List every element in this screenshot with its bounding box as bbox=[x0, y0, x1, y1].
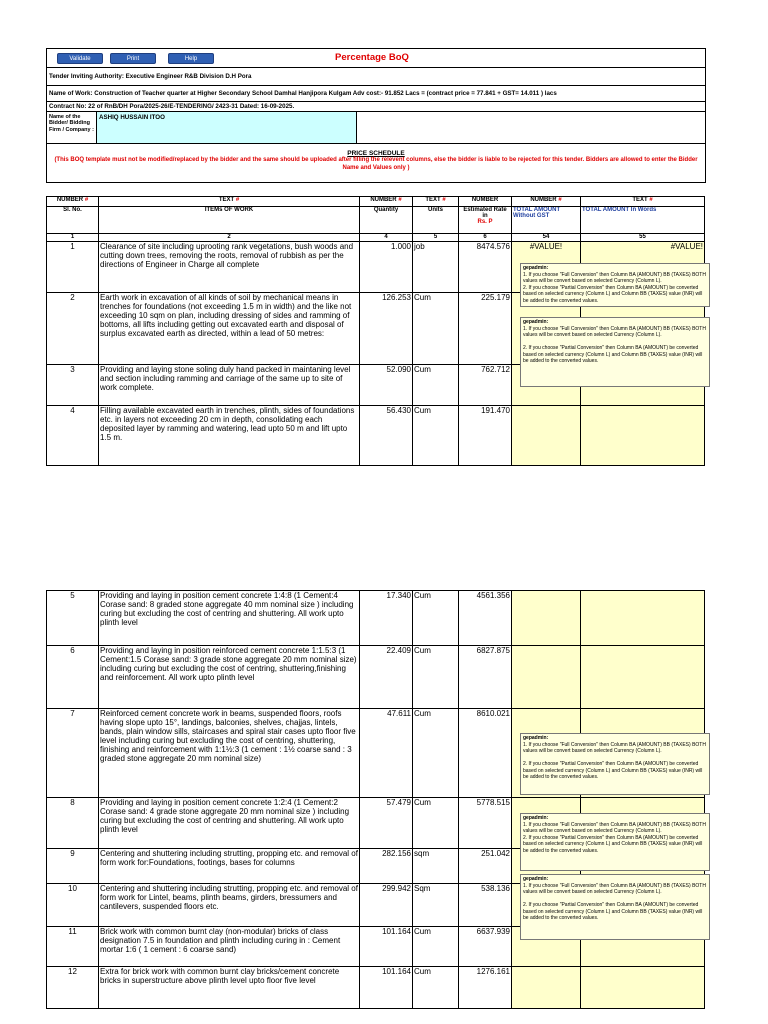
rate-cell: 4561.356 bbox=[459, 591, 512, 646]
rate-unit: Rs. P bbox=[477, 219, 493, 225]
print-button[interactable]: Print bbox=[110, 53, 156, 64]
column-header-row bbox=[47, 207, 705, 234]
rate-cell: 225.179 bbox=[459, 293, 512, 365]
sl-cell: 7 bbox=[47, 709, 99, 798]
desc-cell: Centering and shuttering including strutting, propping etc. and removal of form work for:Foundations, footings, bases for columns bbox=[99, 849, 360, 884]
amount-cell[interactable] bbox=[512, 967, 581, 1009]
amount-cell[interactable] bbox=[512, 591, 581, 646]
comment-note bbox=[520, 813, 710, 871]
index-row bbox=[47, 234, 705, 242]
desc-cell: Providing and laying in position reinforced cement concrete 1:1.5:3 (1 Cement:1.5 Corase sand: 3 grade stone aggregate 20 mm nominal size) including curing but excluding the cost of centring, shuttering,finishing and reinforcement. All work upto plinth level bbox=[99, 646, 360, 709]
desc-cell: Brick work with common burnt clay (non-modular) bricks of class designation 7.5 in foundation and plinth including curing in : Cement mortar 1:6 ( 1 cement : 6 coarse sand) bbox=[99, 927, 360, 967]
unit-cell: Sqm bbox=[413, 884, 459, 927]
note-author: gepadmin: bbox=[523, 876, 549, 882]
rate-cell: 251.042 bbox=[459, 849, 512, 884]
amount-cell[interactable]: #VALUE! bbox=[512, 242, 581, 293]
desc-cell: Providing and laying stone soling duly hand packed in maintaning level and section including ramming and carriage of the same up to site of work complete. bbox=[99, 365, 360, 406]
index-cell: 54 bbox=[512, 234, 581, 242]
amount-cell[interactable] bbox=[512, 406, 581, 466]
qty-cell: 282.156 bbox=[360, 849, 413, 884]
index-cell: 5 bbox=[413, 234, 459, 242]
note-author: gepadmin: bbox=[523, 735, 549, 741]
index-cell: 6 bbox=[459, 234, 512, 242]
qty-cell: 101.164 bbox=[360, 927, 413, 967]
comment-note bbox=[520, 317, 710, 387]
hash-mark: # bbox=[649, 197, 653, 203]
note-full: 1. If you choose "Full Conversion" then Column BA (AMOUNT) BB (TAXES) BOTH values will be convert based on selected Currency (Column L). bbox=[523, 325, 706, 338]
index-cell: 1 bbox=[47, 234, 99, 242]
unit-cell: Cum bbox=[413, 293, 459, 365]
desc-cell: Reinforced cement concrete work in beams, suspended floors, roofs having slope upto 15°, landings, balconies, shelves, chajjas, lintels, bands, plain window sills, staircases and spiral stair cases upto floor five level including curing but excluding the cost of centring, shuttering, finishing and reinforcement with 1:1½:3 (1 cement : 1½ coarse sand : 3 graded stone aggregate 20 mm nominal size) bbox=[99, 709, 360, 798]
bidder-row bbox=[47, 112, 705, 144]
hash-mark: # bbox=[442, 197, 446, 203]
validate-button[interactable]: Validate bbox=[57, 53, 103, 64]
unit-cell: job bbox=[413, 242, 459, 293]
note-partial: 2. If you choose "Partial Conversion" then Column BA (AMOUNT) be converted based on selected currency (Column L) and Column BB (TAXES) value (INR) will be added to the converted values. bbox=[523, 345, 703, 364]
sl-cell: 6 bbox=[47, 646, 99, 709]
col-rate: Estimated Rate in bbox=[463, 207, 507, 219]
rate-cell: 6637.939 bbox=[459, 927, 512, 967]
note-full: 1. If you choose "Full Conversion" then Column BA (AMOUNT) BB (TAXES) BOTH values will be convert based on selected Currency (Column L). bbox=[523, 741, 706, 754]
note-partial: 2. If you choose "Partial Conversion" then Column BA (AMOUNT) be converted based on selected currency (Column L) and Column BB (TAXES) value (INR) will be added to the converted values. bbox=[523, 834, 703, 854]
col-units: Units bbox=[413, 207, 459, 234]
type-label: NUMBER bbox=[56, 197, 84, 203]
comment-note bbox=[520, 874, 710, 940]
table-row bbox=[47, 967, 705, 1009]
rate-cell: 6827.875 bbox=[459, 646, 512, 709]
words-cell[interactable] bbox=[581, 591, 705, 646]
toolbar bbox=[47, 49, 705, 68]
type-label: NUMBER bbox=[370, 197, 397, 203]
sl-cell: 5 bbox=[47, 591, 99, 646]
note-partial: 2. If you choose "Partial Conversion" then Column BA (AMOUNT) be converted based on selected currency (Column L) and Column BB (TAXES) value (INR) will be added to the converted values. bbox=[523, 284, 703, 304]
sl-cell: 2 bbox=[47, 293, 99, 365]
words-cell[interactable] bbox=[581, 646, 705, 709]
rate-cell: 8610.021 bbox=[459, 709, 512, 798]
words-cell[interactable] bbox=[581, 406, 705, 466]
rate-cell: 191.470 bbox=[459, 406, 512, 466]
qty-cell: 57.479 bbox=[360, 798, 413, 849]
unit-cell: Cum bbox=[413, 406, 459, 466]
comment-note bbox=[520, 733, 710, 795]
price-schedule-heading: PRICE SCHEDULE bbox=[347, 150, 405, 157]
qty-cell: 47.611 bbox=[360, 709, 413, 798]
note-author: gepadmin: bbox=[523, 815, 549, 821]
desc-cell: Providing and laying in position cement concrete 1:4:8 (1 Cement:4 Corase sand: 8 graded stone aggregate 40 mm nominal size ) including curing but excluding the cost of centring and shuttering. All work upto plinth level bbox=[99, 591, 360, 646]
sl-cell: 11 bbox=[47, 927, 99, 967]
amount-cell[interactable] bbox=[512, 646, 581, 709]
boq-sheet bbox=[46, 48, 706, 183]
hash-mark: # bbox=[84, 197, 89, 203]
note-full: 1. If you choose "Full Conversion" then Column BA (AMOUNT) BB (TAXES) BOTH values will be convert based on selected Currency (Column L). bbox=[523, 821, 706, 834]
sl-cell: 4 bbox=[47, 406, 99, 466]
qty-cell: 17.340 bbox=[360, 591, 413, 646]
rate-cell: 5778.515 bbox=[459, 798, 512, 849]
col-sl: Sl. No. bbox=[47, 207, 99, 234]
unit-cell: Cum bbox=[413, 646, 459, 709]
note-partial: 2. If you choose "Partial Conversion" then Column BA (AMOUNT) be converted based on selected currency (Column L) and Column BB (TAXES) value (INR) will be added to the converted values. bbox=[523, 902, 703, 921]
unit-cell: Cum bbox=[413, 967, 459, 1009]
sl-cell: 12 bbox=[47, 967, 99, 1009]
col-items: ITEMs OF WORK bbox=[99, 207, 360, 234]
bidder-name-field[interactable]: ASHIQ HUSSAIN ITOO bbox=[97, 112, 357, 143]
desc-cell: Centering and shuttering including strutting, propping etc. and removal of form work for Lintel, beams, plinth beams, girders, bressumers and cantilevers, suspended floors etc. bbox=[99, 884, 360, 927]
index-cell: 55 bbox=[581, 234, 705, 242]
comment-note bbox=[520, 263, 710, 307]
index-cell: 4 bbox=[360, 234, 413, 242]
qty-cell: 126.253 bbox=[360, 293, 413, 365]
desc-cell: Extra for brick work with common burnt clay bricks/cement concrete bricks in superstructure above plinth level upto floor five level bbox=[99, 967, 360, 1009]
col-words: TOTAL AMOUNT In Words bbox=[581, 207, 705, 234]
boq-table-bottom bbox=[46, 590, 705, 1009]
type-label: NUMBER bbox=[471, 197, 499, 203]
note-author: gepadmin: bbox=[523, 265, 549, 271]
help-button[interactable]: Help bbox=[168, 53, 214, 64]
rate-cell: 1276.161 bbox=[459, 967, 512, 1009]
rate-cell: 538.136 bbox=[459, 884, 512, 927]
hash-mark: # bbox=[235, 197, 240, 203]
unit-cell: Cum bbox=[413, 591, 459, 646]
type-label: NUMBER bbox=[530, 197, 557, 203]
rate-cell: 762.712 bbox=[459, 365, 512, 406]
note-full: 1. If you choose "Full Conversion" then Column BA (AMOUNT) BB (TAXES) BOTH values will be convert based on selected Currency (Column L). bbox=[523, 271, 706, 284]
unit-cell: Cum bbox=[413, 927, 459, 967]
type-label: TEXT bbox=[425, 197, 441, 203]
words-cell[interactable] bbox=[581, 967, 705, 1009]
bidder-label: Name of the Bidder/ Bidding Firm / Company : bbox=[47, 112, 97, 143]
table-row bbox=[47, 591, 705, 646]
desc-cell: Earth work in excavation of all kinds of soil by mechanical means in trenches for foundations (not exceeding 1.5 m in width) and the like not exceeding 10 sqm on plan, including dressing of sides and ramming of bottoms, all lifts including getting out excavated earth and disposal of surplus excavated earth as directed, within a lead of 50 metres: bbox=[99, 293, 360, 365]
note-partial: 2. If you choose "Partial Conversion" then Column BA (AMOUNT) be converted based on selected currency (Column L) and Column BB (TAXES) value (INR) will be added to the converted values. bbox=[523, 761, 703, 780]
unit-cell: sqm bbox=[413, 849, 459, 884]
qty-cell: 299.942 bbox=[360, 884, 413, 927]
type-row bbox=[47, 197, 705, 207]
col-qty: Quantity bbox=[360, 207, 413, 234]
desc-cell: Providing and laying in position cement concrete 1:2:4 (1 Cement:2 Corase sand: 4 grade stone aggregate 20 mm nominal size ) including curing but excluding the cost of centring and shuttering. All work upto plinth level bbox=[99, 798, 360, 849]
sl-cell: 10 bbox=[47, 884, 99, 927]
sl-cell: 8 bbox=[47, 798, 99, 849]
qty-cell: 56.430 bbox=[360, 406, 413, 466]
sl-cell: 9 bbox=[47, 849, 99, 884]
hash-mark: # bbox=[558, 197, 562, 203]
qty-cell: 1.000 bbox=[360, 242, 413, 293]
words-cell[interactable]: #VALUE! bbox=[581, 242, 705, 293]
qty-cell: 52.090 bbox=[360, 365, 413, 406]
table-row bbox=[47, 406, 705, 466]
index-cell: 2 bbox=[99, 234, 360, 242]
type-label: TEXT bbox=[632, 197, 648, 203]
table-row bbox=[47, 646, 705, 709]
note-full: 1. If you choose "Full Conversion" then Column BA (AMOUNT) BB (TAXES) BOTH values will be convert based on selected Currency (Column L). bbox=[523, 882, 706, 895]
unit-cell: Cum bbox=[413, 798, 459, 849]
rate-cell: 8474.576 bbox=[459, 242, 512, 293]
type-label: TEXT bbox=[218, 197, 235, 203]
price-schedule bbox=[47, 144, 705, 182]
desc-cell: Clearance of site including uprooting rank vegetations, bush woods and cutting down trees, removing the roots, removal of rubbish as per the directions of Engineer in Charge all complete bbox=[99, 242, 360, 293]
price-schedule-note: (This BOQ template must not be modified/replaced by the bidder and the same should be uploaded after filling the relevent columns, else the bidder is liable to be rejected for this tender. Bidders are allowed to enter the Bidder Name and Values only ) bbox=[54, 157, 698, 171]
work-line: Name of Work: Construction of Teacher quarter at Higher Secondary School Damhal Hanjipora Kulgam Adv cost:- 91.852 Lacs = (contract price = 77.841 + GST= 14.011 ) lacs bbox=[47, 86, 705, 102]
sl-cell: 1 bbox=[47, 242, 99, 293]
authority-line: Tender Inviting Authority: Executive Engineer R&B Division D.H Pora bbox=[47, 68, 705, 86]
desc-cell: Filling available excavated earth in trenches, plinth, sides of foundations etc. in layers not exceeding 20 cm in depth, consolidating each deposited layer by ramming and watering, lead upto 50 m and lift upto 1.5 m. bbox=[99, 406, 360, 466]
unit-cell: Cum bbox=[413, 365, 459, 406]
contract-line: Contract No: 22 of RnB/DH Pora/2025-26/E-TENDERING/ 2423-31 Dated: 16-09-2025. bbox=[47, 102, 705, 112]
page-title: Percentage BoQ bbox=[335, 52, 409, 63]
unit-cell: Cum bbox=[413, 709, 459, 798]
qty-cell: 101.164 bbox=[360, 967, 413, 1009]
col-amount: TOTAL AMOUNT Without GST bbox=[512, 207, 581, 234]
hash-mark: # bbox=[398, 197, 402, 203]
qty-cell: 22.409 bbox=[360, 646, 413, 709]
note-author: gepadmin: bbox=[523, 319, 549, 325]
sl-cell: 3 bbox=[47, 365, 99, 406]
